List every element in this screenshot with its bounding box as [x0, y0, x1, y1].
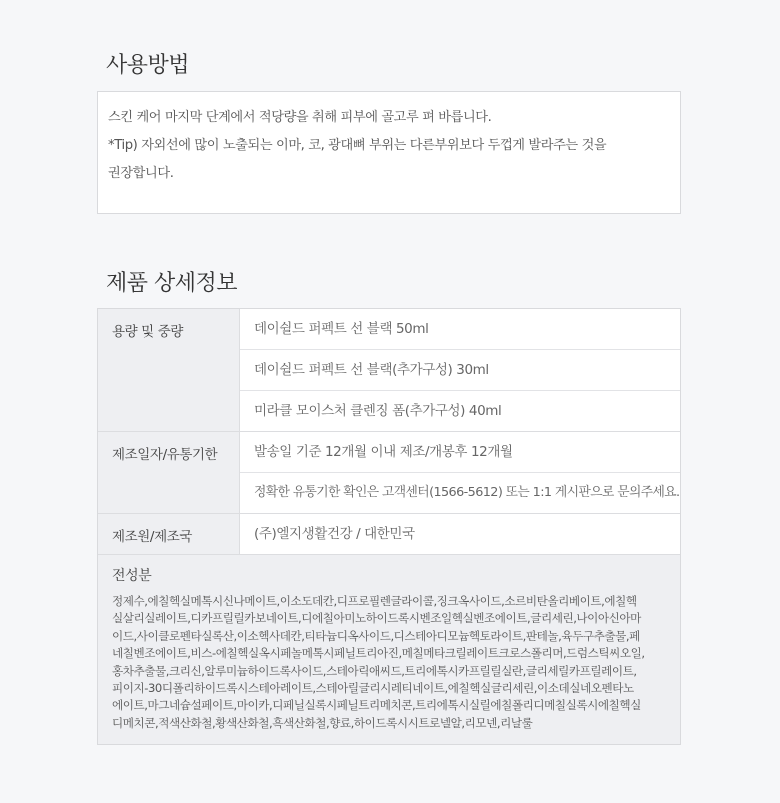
maker-values: [240, 514, 680, 554]
usage-description-box: [97, 91, 681, 214]
volume-label: 용량 및 중량: [98, 309, 240, 431]
volume-value: 데이쉴드 퍼펙트 선 블랙(추가구성) 30ml: [240, 350, 680, 391]
ingredients-line: 디메치콘,적색산화철,황색산화철,흑색산화철,향료,하이드록시시트로넬알,리모넨,리날룰: [112, 715, 533, 730]
maker-value: (주)엘지생활건강 / 대한민국: [254, 526, 415, 542]
maker-label: 제조원/제조국: [98, 514, 240, 554]
ingredients-line: 이드,사이클로펜타실록산,이소헥사데칸,티타늄디옥사이드,디스테아디모늄헥토라이트,판테놀,육두구추출물,페: [112, 628, 640, 643]
ingredients-label: 전성분: [112, 568, 152, 584]
volume-value: 데이쉴드 퍼펙트 선 블랙 50ml: [240, 309, 680, 350]
volume-value: 미라클 모이스처 클렌징 폼(추가구성) 40ml: [254, 403, 502, 419]
expiry-label: 제조일자/유통기한: [98, 432, 240, 513]
expiry-values: [240, 432, 680, 513]
ingredients-line: 정제수,에칠헥실메톡시신나메이트,이소도데칸,디프로필렌글라이콜,징크옥사이드,소르비탄올리베이트,에칠헥: [112, 594, 637, 608]
detail-section-title: 제품 상세정보: [106, 271, 238, 296]
ingredients-section: [98, 555, 680, 744]
volume-row: [98, 309, 680, 432]
expiry-row: [98, 432, 680, 514]
expiry-value: 발송일 기준 12개월 이내 제조/개봉후 12개월: [240, 432, 680, 473]
ingredients-line: 홍차추출물,크리신,알루미늄하이드록사이드,스테아릭애씨드,트리에톡시카프릴릴실란,글리세릴카프릴레이트,: [112, 663, 637, 678]
ingredients-line: 에이트,마그네슘설페이트,마이카,디페닐실록시페닐트리메치콘,트리에톡시실릴에칠폴리디메칠실록시에칠헥실: [112, 698, 641, 713]
ingredients-line: 피이지-30디폴리하이드록시스테아레이트,스테아릴글리시레티네이트,에칠헥실글리세린,이소데실네오펜타노: [112, 681, 634, 696]
ingredients-line: 실살리실레이트,디카프릴릴카보네이트,디에칠아미노하이드록시벤조일헥실벤조에이트,글리세린,나이아신아마: [112, 611, 641, 626]
usage-section-title: 사용방법: [106, 53, 190, 78]
usage-line: *Tip) 자외선에 많이 노출되는 이마, 코, 광대뼈 부위는 다른부위보다 두껍게 발라주는 것을: [108, 138, 607, 153]
product-detail-table: [97, 308, 681, 745]
ingredients-line: 네칠벤조에이트,비스-에칠헥실옥시페놀메톡시페닐트리아진,메칠메타크릴레이트크로스폴리머,드럼스틱씨오일,: [112, 646, 645, 661]
volume-values: [240, 309, 680, 431]
ingredients-text: [112, 593, 666, 732]
maker-row: [98, 514, 680, 555]
expiry-note: 정확한 유통기한 확인은 고객센터(1566-5612) 또는 1:1 게시판으로 문의주세요.: [254, 485, 680, 500]
usage-line: 권장합니다.: [108, 166, 174, 181]
usage-line: 스킨 케어 마지막 단계에서 적당량을 취해 피부에 골고루 펴 바릅니다.: [108, 110, 492, 125]
